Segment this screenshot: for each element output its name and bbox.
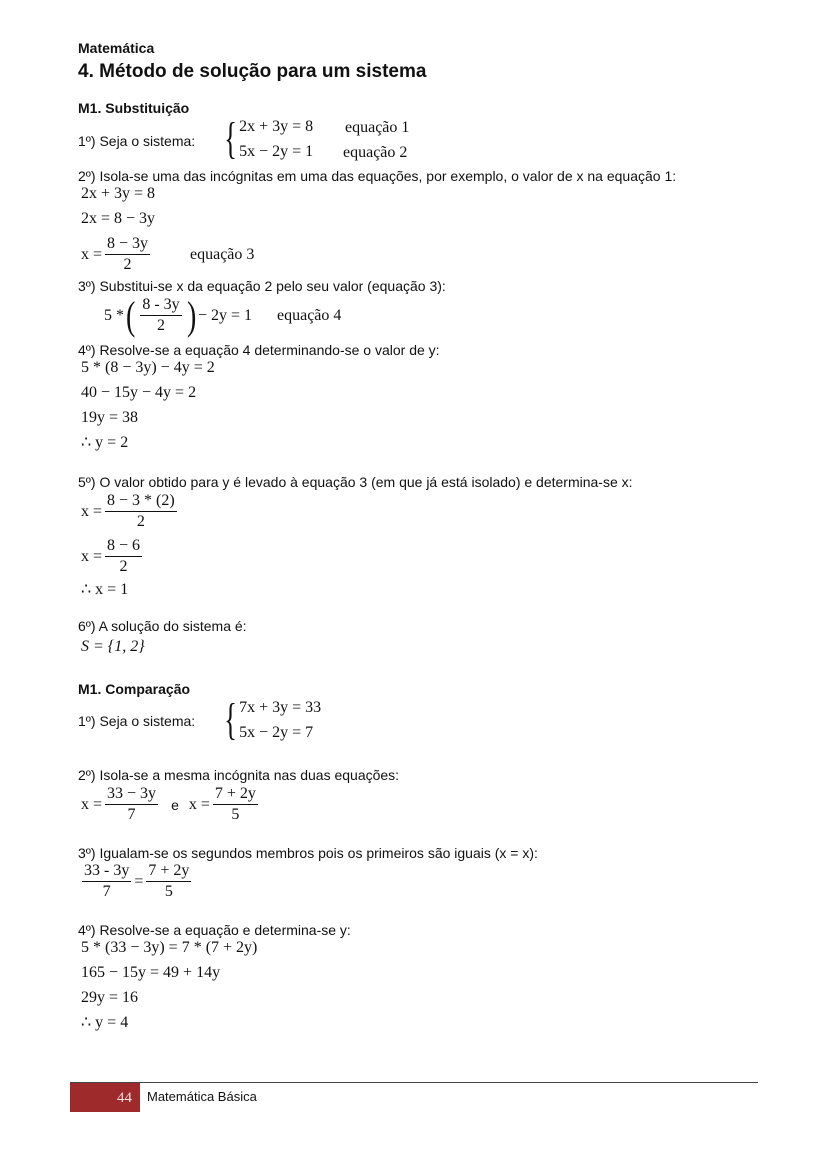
step-2-text: 2º) Isola-se a mesma incógnita nas duas equações:	[78, 767, 400, 783]
step-4-text: 4º) Resolve-se a equação e determina-se y:	[78, 922, 351, 938]
step-1-text: 1º) Seja o sistema:	[78, 713, 196, 729]
equality-line	[79, 861, 194, 902]
equation-3	[81, 234, 153, 275]
numerator: 33 - 3y	[82, 861, 131, 882]
denominator: 2	[123, 256, 132, 273]
system-comparison: { 7x + 3y = 33 5x − 2y = 7	[224, 695, 322, 744]
section-heading-comparison: M1. Comparação	[78, 681, 191, 697]
page-title: 4. Método de solução para um sistema	[78, 61, 427, 82]
fraction-line	[81, 536, 145, 577]
math-line: ∴ x = 1	[81, 581, 129, 598]
equation-3-label: equação 3	[190, 246, 255, 263]
equation-4: 5 * ( $\frac{8 - 3y}{2}$ ) − 2y = 1	[104, 292, 253, 338]
equation-2: 5x − 2y = 1	[239, 142, 314, 160]
rhs: − 2y = 1	[197, 306, 253, 324]
math-line: 2x = 8 − 3y	[81, 210, 156, 227]
math-line: 19y = 38	[81, 409, 139, 426]
denominator: 5	[164, 883, 173, 900]
numerator: 7 + 2y	[213, 784, 258, 805]
denominator: 2	[136, 513, 145, 530]
step-6-text: 6º) A solução do sistema é:	[78, 618, 247, 634]
equation-1-label: equação 1	[345, 119, 410, 136]
fraction-line	[81, 491, 180, 532]
step-2-text: 2º) Isola-se uma das incógnitas em uma das equações, por exemplo, o valor de x na equação 1:	[78, 168, 677, 184]
numerator: 8 − 3y	[105, 234, 150, 255]
math-line: 5 * (33 − 3y) = 7 * (7 + 2y)	[81, 939, 258, 956]
math-line: 40 − 15y − 4y = 2	[81, 384, 197, 401]
lhs: 5 *	[104, 306, 124, 324]
numerator: 7 + 2y	[146, 861, 191, 882]
step-5-text: 5º) O valor obtido para y é levado à equação 3 (em que já está isolado) e determina-se x:	[78, 474, 633, 490]
step-1-text: 1º) Seja o sistema:	[78, 133, 196, 149]
lhs: x =	[81, 795, 103, 813]
section-heading-substitution: M1. Substituição	[78, 100, 190, 116]
fraction-line	[81, 784, 261, 825]
footer-book-title: Matemática Básica	[147, 1089, 257, 1104]
connector-text: e	[171, 796, 179, 813]
solution-set: S = {1, 2}	[81, 638, 145, 655]
step-4-text: 4º) Resolve-se a equação 4 determinando-se o valor de y:	[78, 342, 440, 358]
denominator: 7	[127, 806, 136, 823]
math-line: ∴ y = 2	[81, 434, 129, 451]
math-line: ∴ y = 4	[81, 1014, 129, 1031]
equation: 7x + 3y = 33	[239, 698, 322, 716]
step-3-text: 3º) Substitui-se x da equação 2 pelo seu valor (equação 3):	[78, 278, 446, 294]
lhs: x =	[81, 547, 103, 565]
math-line: 165 − 15y = 49 + 14y	[81, 964, 221, 981]
math-line: 2x + 3y = 8	[81, 185, 156, 202]
denominator: 5	[231, 806, 240, 823]
math-line: 5 * (8 − 3y) − 4y = 2	[81, 359, 215, 376]
equation-1: 2x + 3y = 8	[239, 117, 314, 135]
equation-2-label: equação 2	[343, 144, 408, 161]
lhs: x =	[81, 245, 103, 263]
denominator: 7	[102, 883, 111, 900]
denominator: 2	[156, 317, 165, 334]
lhs: x =	[81, 502, 103, 520]
subject-label: Matemática	[78, 40, 155, 56]
lhs: x =	[188, 795, 210, 813]
footer-divider	[70, 1082, 758, 1083]
page-number: 44	[117, 1090, 132, 1106]
equals-sign: =	[134, 872, 144, 890]
equation-4-label: equação 4	[277, 307, 342, 324]
numerator: 8 − 3 * (2)	[105, 491, 177, 512]
numerator: 8 − 6	[105, 536, 142, 557]
numerator: 8 - 3y	[140, 295, 181, 316]
equation: 5x − 2y = 7	[239, 723, 314, 741]
step-3-text: 3º) Igualam-se os segundos membros pois os primeiros são iguais (x = x):	[78, 845, 538, 861]
page-number-box	[70, 1083, 140, 1112]
denominator: 2	[119, 558, 128, 575]
system-substitution: { 2x + 3y = 8 5x − 2y = 1	[224, 114, 314, 163]
math-line: 29y = 16	[81, 989, 139, 1006]
numerator: 33 − 3y	[105, 784, 158, 805]
